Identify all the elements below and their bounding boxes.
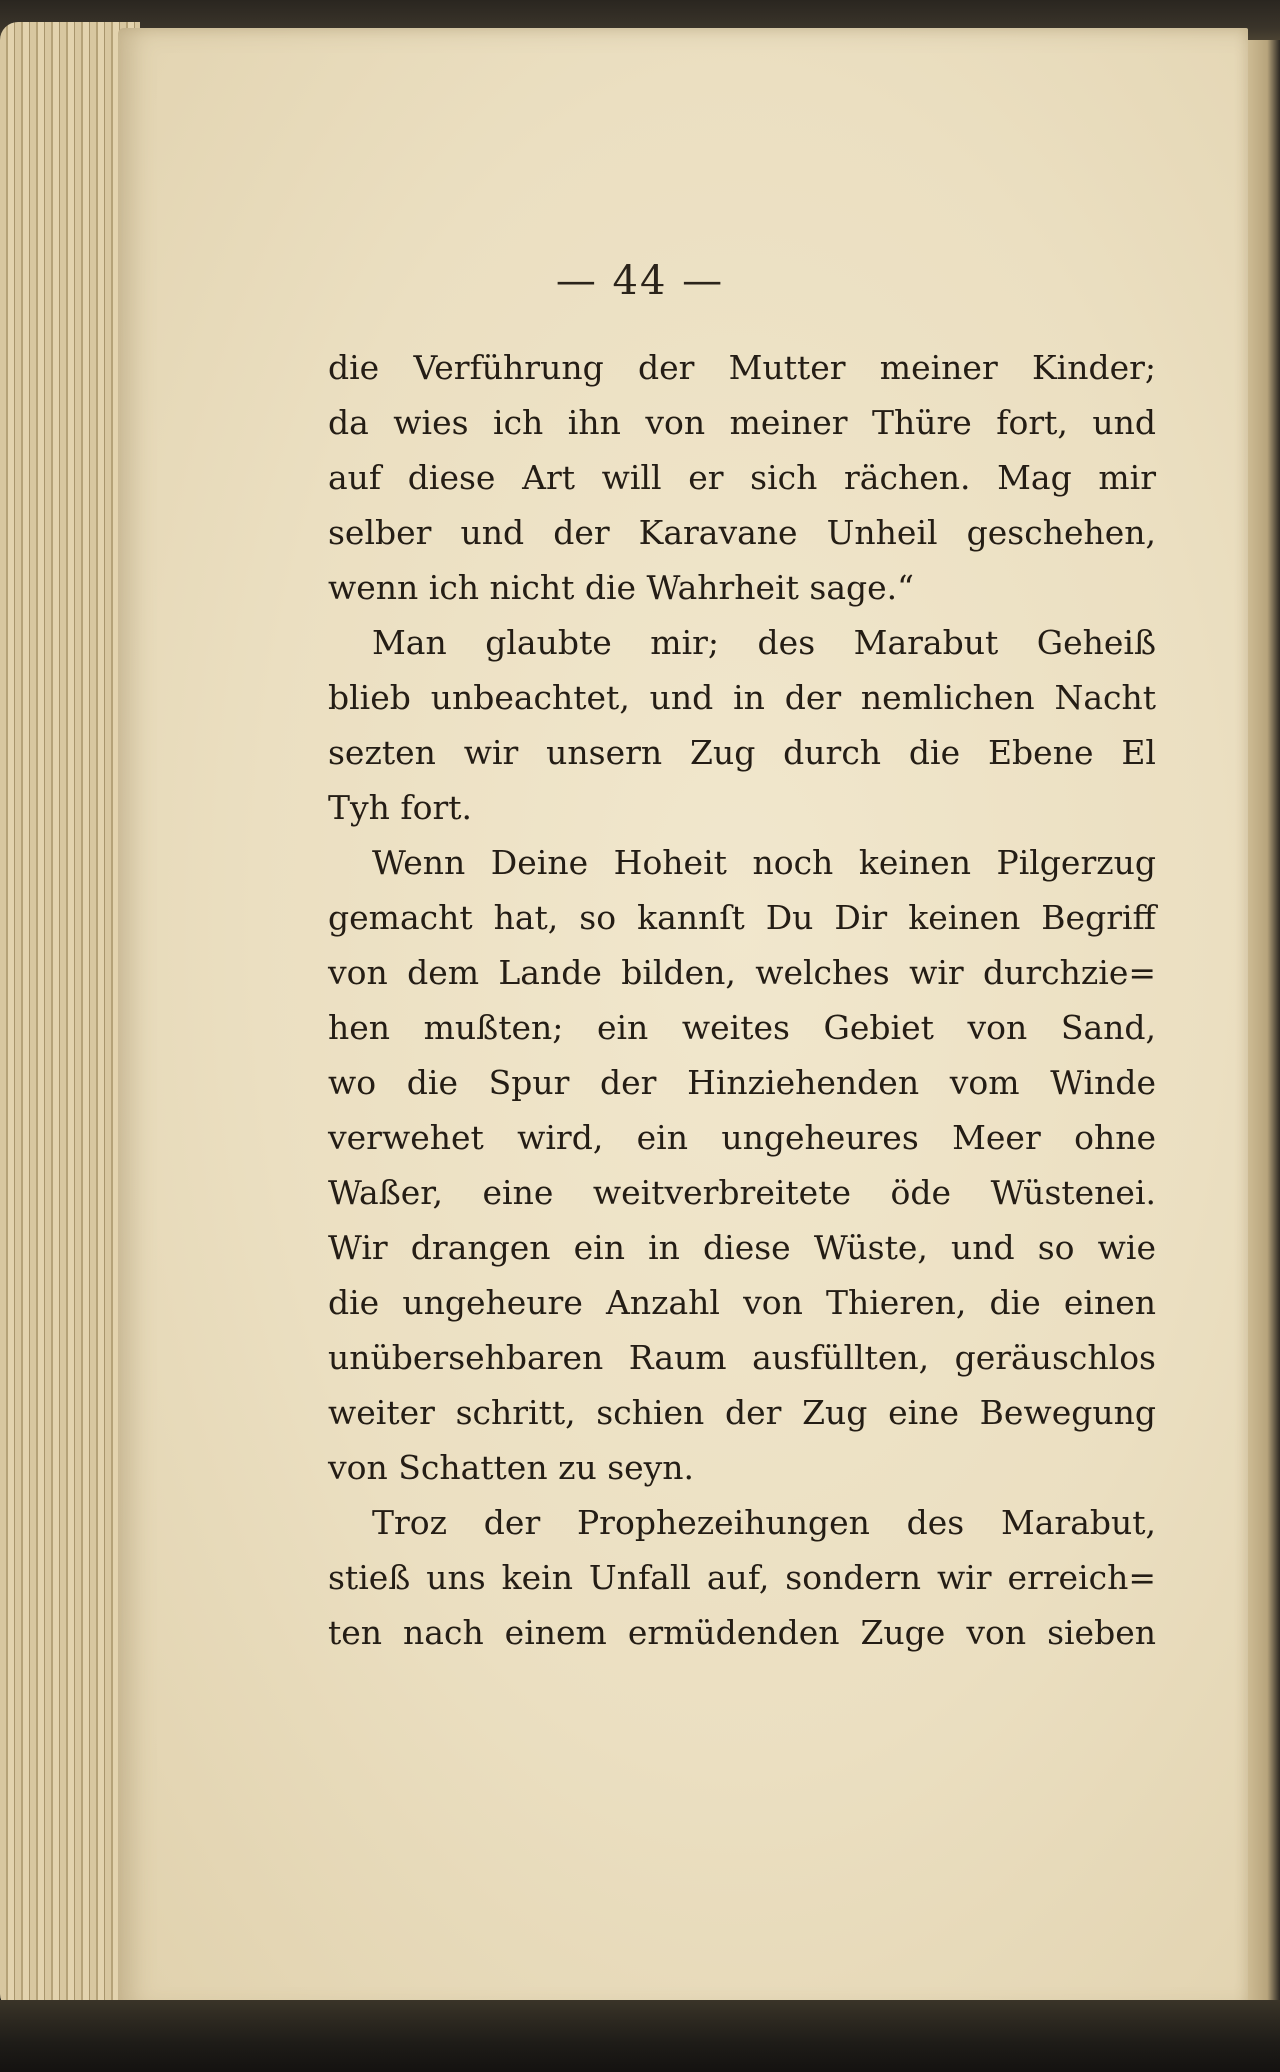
text-line: stieß uns kein Unfall auf, sondern wir erreich= [328,1558,1156,1597]
page-number: — 44 — [555,258,725,304]
text-line: Man glaubte mir; des Marabut Geheiß [372,623,1156,662]
page-right-edge [1248,40,1280,2000]
text-line: da wies ich ihn von meiner Thüre fort, und [328,403,1156,442]
text-line: auf diese Art will er sich rächen. Mag mir [328,458,1156,497]
text-line: weiter schritt, schien der Zug eine Bewegung [328,1393,1156,1432]
binding-bottom [0,2000,1280,2072]
text-line: verwehet wird, ein ungeheures Meer ohne [328,1118,1156,1157]
text-line: unübersehbaren Raum ausfüllten, geräuschlos [328,1338,1156,1377]
text-line: sezten wir unsern Zug durch die Ebene El [328,733,1156,772]
text-line: die Verführung der Mutter meiner Kinder; [328,348,1156,387]
text-line: Tyh fort. [328,788,473,827]
text-line: hen mußten; ein weites Gebiet von Sand, [328,1008,1156,1047]
text-line: Wenn Deine Hoheit noch keinen Pilgerzug [372,843,1156,882]
text-line: Wir drangen ein in diese Wüste, und so wie [328,1228,1156,1267]
text-line: selber und der Karavane Unheil geschehen, [328,513,1156,552]
text-line: gemacht hat, so kannſt Du Dir keinen Begriff [328,898,1156,937]
text-line: Troz der Prophezeihungen des Marabut, [372,1503,1156,1542]
text-line: von Schatten zu seyn. [328,1448,695,1487]
text-line: wo die Spur der Hinziehenden vom Winde [328,1063,1156,1102]
body-text [328,340,1156,1660]
text-line: von dem Lande bilden, welches wir durchzie= [328,953,1156,992]
text-line: wenn ich nicht die Wahrheit sage.“ [328,568,915,607]
text-line: die ungeheure Anzahl von Thieren, die einen [328,1283,1156,1322]
text-line: blieb unbeachtet, und in der nemlichen Nacht [328,678,1156,717]
text-line: Waßer, eine weitverbreitete öde Wüstenei. [328,1173,1156,1212]
text-line: ten nach einem ermüdenden Zuge von sieben [328,1613,1156,1652]
